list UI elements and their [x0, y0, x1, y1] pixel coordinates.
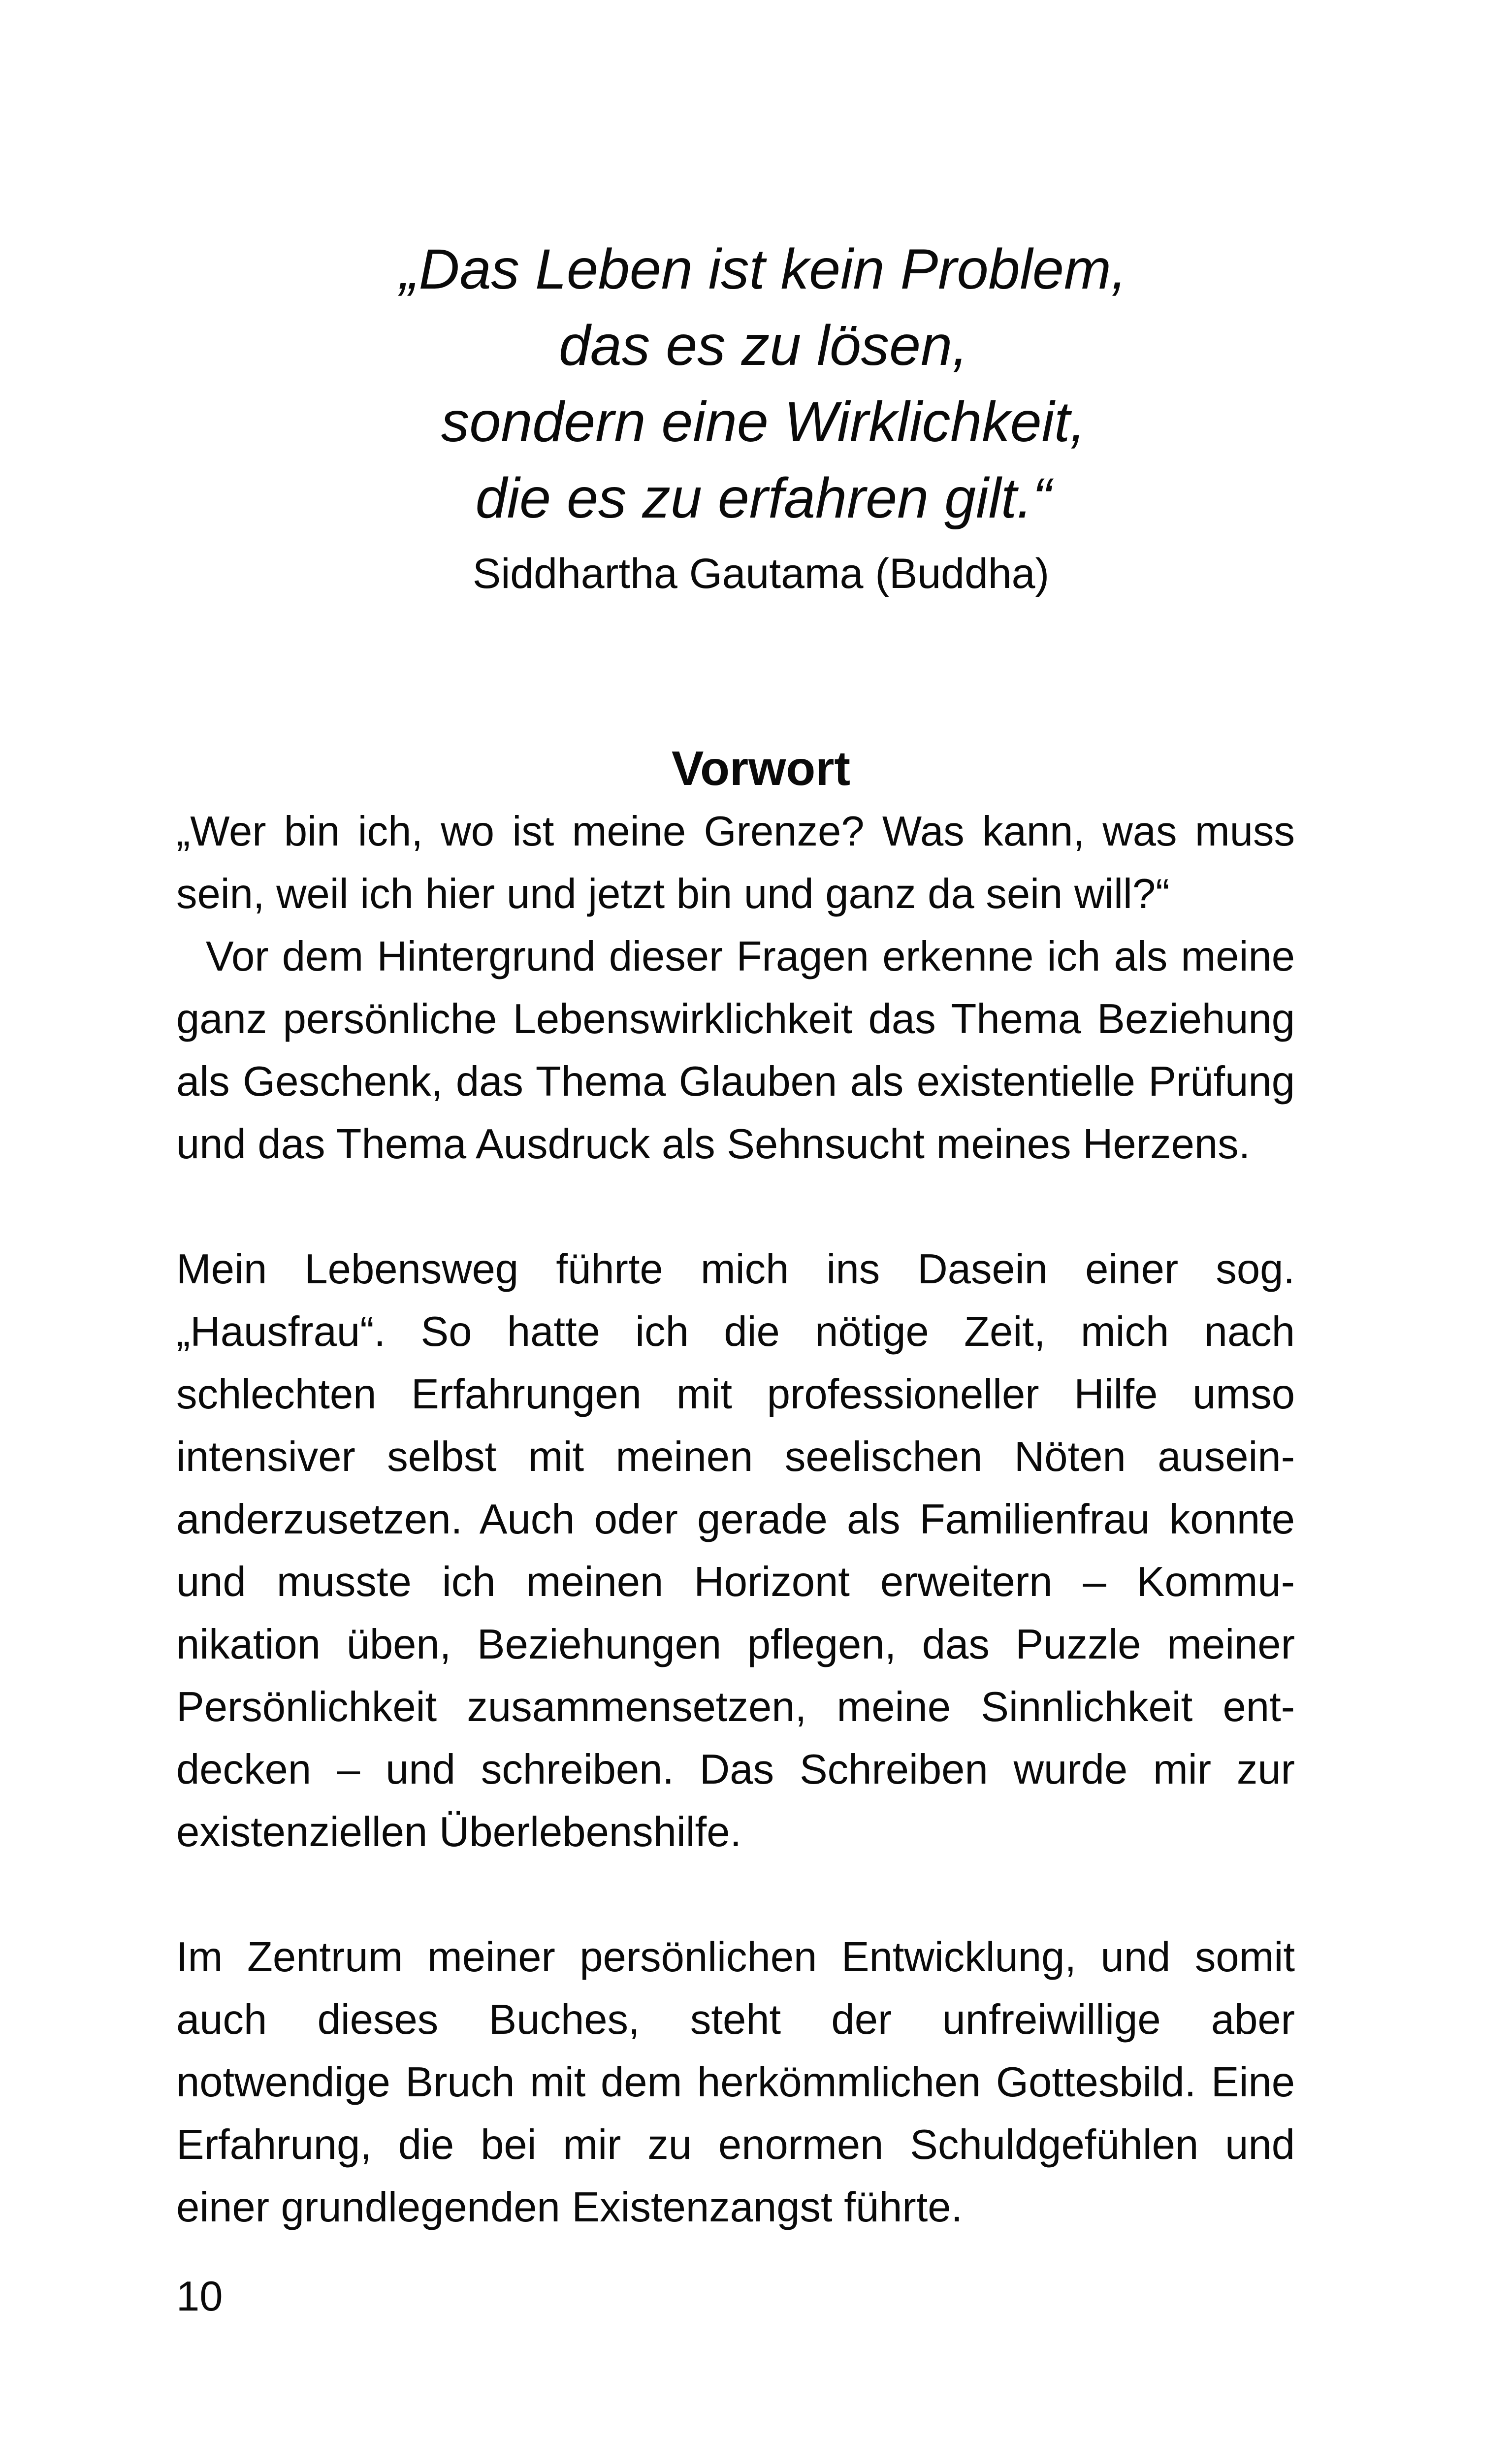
- text-line: einer grundlegenden Existenzangst führte.: [176, 2184, 963, 2231]
- text-line: Erfahrung, die bei mir zu enormen Schuldgefühlen und: [176, 2121, 1295, 2168]
- quote-author: Siddhartha Gautama (Buddha): [472, 550, 1050, 597]
- chapter-heading: Vorwort: [672, 741, 850, 795]
- page-number: 10: [176, 2273, 223, 2320]
- quote-line: „Das Leben ist kein Problem,: [400, 238, 1127, 301]
- paragraph: [176, 925, 1295, 1175]
- quote-line: das es zu lösen,: [558, 314, 968, 377]
- text-line: und das Thema Ausdruck als Sehnsucht meines Herzens.: [176, 1121, 1251, 1168]
- text-line: Vor dem Hintergrund dieser Fragen erkenne ich als meine: [206, 933, 1295, 980]
- text-line: sein, weil ich hier und jetzt bin und ganz da sein will?“: [176, 871, 1170, 917]
- paragraph: [176, 1238, 1295, 1863]
- paragraph: [176, 800, 1295, 925]
- epigraph-quote: [0, 231, 1512, 608]
- text-line: „Wer bin ich, wo ist meine Grenze? Was kann, was muss: [176, 808, 1295, 855]
- text-line: „Hausfrau“. So hatte ich die nötige Zeit, mich nach: [176, 1308, 1295, 1355]
- text-line: schlechten Erfahrungen mit professioneller Hilfe umso: [176, 1371, 1295, 1418]
- text-line: und musste ich meinen Horizont erweitern – Kommu-: [176, 1559, 1295, 1605]
- text-line: anderzusetzen. Auch oder gerade als Familienfrau konnte: [176, 1496, 1295, 1543]
- text-line: ganz persönliche Lebenswirklichkeit das Thema Beziehung: [176, 996, 1295, 1042]
- text-line: Persönlichkeit zusammensetzen, meine Sinnlichkeit ent-: [176, 1684, 1295, 1730]
- quote-line: die es zu erfahren gilt.“: [475, 467, 1052, 530]
- text-line: Im Zentrum meiner persönlichen Entwicklung, und somit: [176, 1934, 1295, 1981]
- text-line: existenziellen Überlebenshilfe.: [176, 1809, 742, 1856]
- paragraph-spacer: [176, 1175, 1295, 1238]
- text-line: decken – und schreiben. Das Schreiben wurde mir zur: [176, 1746, 1295, 1793]
- paragraph-spacer: [176, 1863, 1295, 1926]
- paragraph: [176, 1926, 1295, 2239]
- body-text: [176, 800, 1295, 2239]
- quote-line: sondern eine Wirklichkeit,: [441, 391, 1086, 454]
- text-line: nikation üben, Beziehungen pflegen, das Puzzle meiner: [176, 1621, 1295, 1668]
- text-line: Mein Lebensweg führte mich ins Dasein einer sog.: [176, 1246, 1295, 1293]
- text-line: notwendige Bruch mit dem herkömmlichen Gottesbild. Eine: [176, 2059, 1295, 2106]
- text-line: intensiver selbst mit meinen seelischen Nöten ausein-: [176, 1433, 1295, 1480]
- text-line: als Geschenk, das Thema Glauben als existentielle Prüfung: [176, 1058, 1295, 1105]
- text-line: auch dieses Buches, steht der unfreiwillige aber: [176, 1996, 1295, 2043]
